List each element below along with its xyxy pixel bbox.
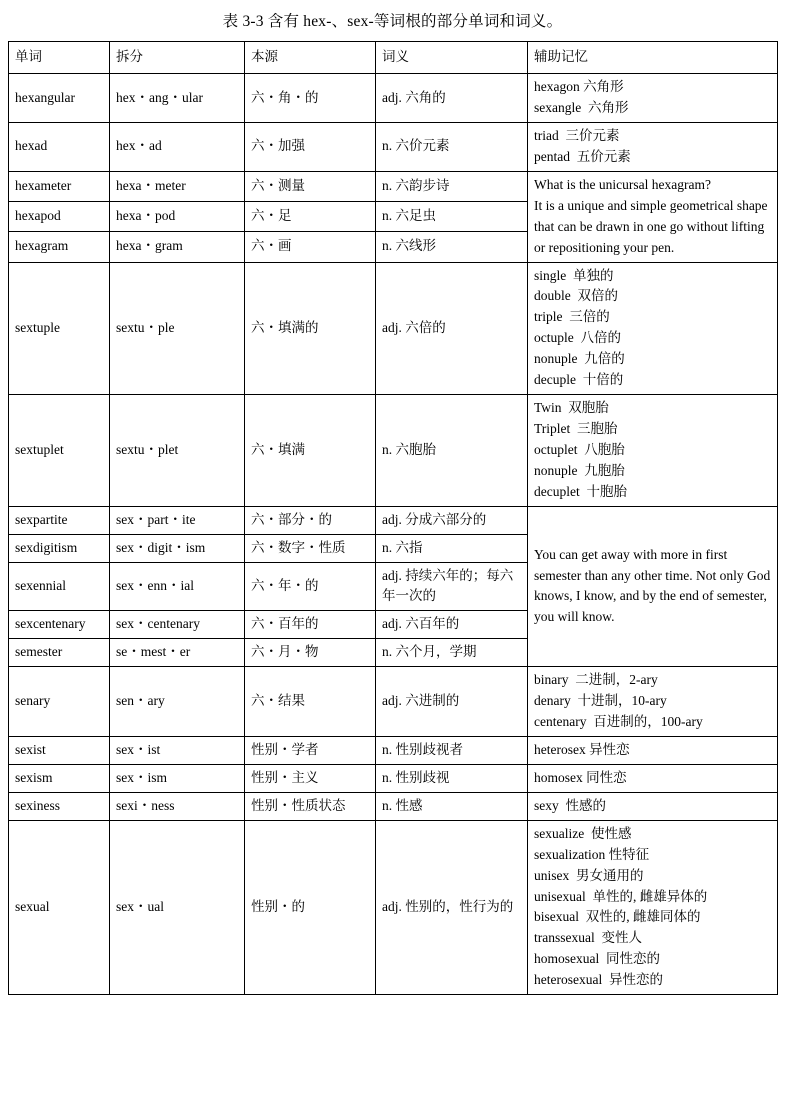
table-row [9,667,778,737]
cell-word: sexennial [9,562,110,611]
table-row [9,74,778,123]
cell-origin: 六・年・的 [245,562,376,611]
cell-origin: 六・月・物 [245,639,376,667]
cell-word: hexangular [9,74,110,123]
cell-split: sex・ist [110,736,245,764]
cell-memory: What is the unicursal hexagram? It is a unique and simple geometrical shape that can be drawn in one go without lifting or repositioning your pen. [528,171,778,262]
cell-word: sextuplet [9,395,110,507]
cell-memory: triad 三价元素 pentad 五价元素 [528,123,778,172]
table-row [9,820,778,994]
cell-word: senary [9,667,110,737]
cell-split: sex・enn・ial [110,562,245,611]
cell-origin: 六・角・的 [245,74,376,123]
cell-split: sex・part・ite [110,506,245,534]
cell-memory: heterosex 异性恋 [528,736,778,764]
cell-word: sextuple [9,262,110,395]
cell-origin: 六・填满的 [245,262,376,395]
cell-meaning: adj. 六角的 [376,74,528,123]
cell-split: sextu・ple [110,262,245,395]
column-header-meaning: 词义 [376,42,528,74]
cell-split: hexa・pod [110,202,245,232]
cell-word: hexapod [9,202,110,232]
cell-origin: 六・测量 [245,171,376,201]
cell-meaning: n. 六韵步诗 [376,171,528,201]
column-header-memory: 辅助记忆 [528,42,778,74]
cell-meaning: adj. 六进制的 [376,667,528,737]
cell-split: sex・centenary [110,611,245,639]
cell-meaning: adj. 六百年的 [376,611,528,639]
cell-split: sen・ary [110,667,245,737]
cell-word: hexagram [9,232,110,262]
cell-meaning: adj. 持续六年的；每六年一次的 [376,562,528,611]
cell-split: sexi・ness [110,792,245,820]
cell-split: hex・ad [110,123,245,172]
cell-meaning: n. 性别歧视者 [376,736,528,764]
cell-word: sexist [9,736,110,764]
cell-origin: 性别・的 [245,820,376,994]
cell-split: hexa・meter [110,171,245,201]
cell-split: hex・ang・ular [110,74,245,123]
cell-meaning: n. 六个月，学期 [376,639,528,667]
cell-meaning: adj. 性别的，性行为的 [376,820,528,994]
cell-origin: 六・填满 [245,395,376,507]
table-row [9,262,778,395]
cell-word: sexism [9,764,110,792]
cell-word: sexiness [9,792,110,820]
table-row [9,764,778,792]
vocabulary-table [8,41,778,995]
cell-origin: 六・足 [245,202,376,232]
cell-origin: 性别・主义 [245,764,376,792]
cell-meaning: adj. 六倍的 [376,262,528,395]
table-row [9,395,778,507]
cell-split: se・mest・er [110,639,245,667]
cell-word: sexcentenary [9,611,110,639]
column-header-word: 单词 [9,42,110,74]
table-row [9,506,778,534]
cell-origin: 性别・学者 [245,736,376,764]
cell-origin: 六・数字・性质 [245,534,376,562]
table-row [9,171,778,201]
cell-origin: 六・百年的 [245,611,376,639]
table-row [9,792,778,820]
cell-memory: single 单独的 double 双倍的 triple 三倍的 octuple 八倍的 nonuple 九倍的 decuple 十倍的 [528,262,778,395]
cell-word: hexameter [9,171,110,201]
cell-origin: 六・加强 [245,123,376,172]
column-header-split: 拆分 [110,42,245,74]
cell-origin: 六・画 [245,232,376,262]
table-header-row [9,42,778,74]
cell-split: hexa・gram [110,232,245,262]
cell-meaning: n. 性感 [376,792,528,820]
cell-meaning: n. 性别歧视 [376,764,528,792]
cell-memory: binary 二进制，2-ary denary 十进制，10-ary centenary 百进制的，100-ary [528,667,778,737]
cell-meaning: n. 六线形 [376,232,528,262]
cell-memory: hexagon 六角形 sexangle 六角形 [528,74,778,123]
cell-word: sexdigitism [9,534,110,562]
cell-word: sexual [9,820,110,994]
cell-split: sex・ism [110,764,245,792]
cell-memory: sexy 性感的 [528,792,778,820]
cell-origin: 六・结果 [245,667,376,737]
table-body [9,74,778,995]
cell-origin: 六・部分・的 [245,506,376,534]
column-header-origin: 本源 [245,42,376,74]
table-row [9,123,778,172]
cell-split: sex・digit・ism [110,534,245,562]
cell-word: sexpartite [9,506,110,534]
cell-meaning: adj. 分成六部分的 [376,506,528,534]
cell-memory: sexualize 使性感 sexualization 性特征 unisex 男女通用的 unisexual 单性的, 雌雄异体的 bisexual 双性的, 雌雄同体的 transsexual 变性人 homosexual 同性恋的 heterosexual 异性恋的 [528,820,778,994]
cell-origin: 性别・性质状态 [245,792,376,820]
cell-meaning: n. 六价元素 [376,123,528,172]
cell-meaning: n. 六足虫 [376,202,528,232]
cell-word: hexad [9,123,110,172]
cell-meaning: n. 六胞胎 [376,395,528,507]
table-row [9,736,778,764]
cell-split: sex・ual [110,820,245,994]
cell-memory: homosex 同性恋 [528,764,778,792]
cell-memory: You can get away with more in first semester than any other time. Not only God knows, I know, and by the end of semester, you will know. [528,506,778,667]
cell-word: semester [9,639,110,667]
cell-meaning: n. 六指 [376,534,528,562]
table-caption: 表 3-3 含有 hex-、sex-等词根的部分单词和词义。 [222,13,563,30]
cell-memory: Twin 双胞胎 Triplet 三胞胎 octuplet 八胞胎 nonuple 九胞胎 decuplet 十胞胎 [528,395,778,507]
cell-split: sextu・plet [110,395,245,507]
